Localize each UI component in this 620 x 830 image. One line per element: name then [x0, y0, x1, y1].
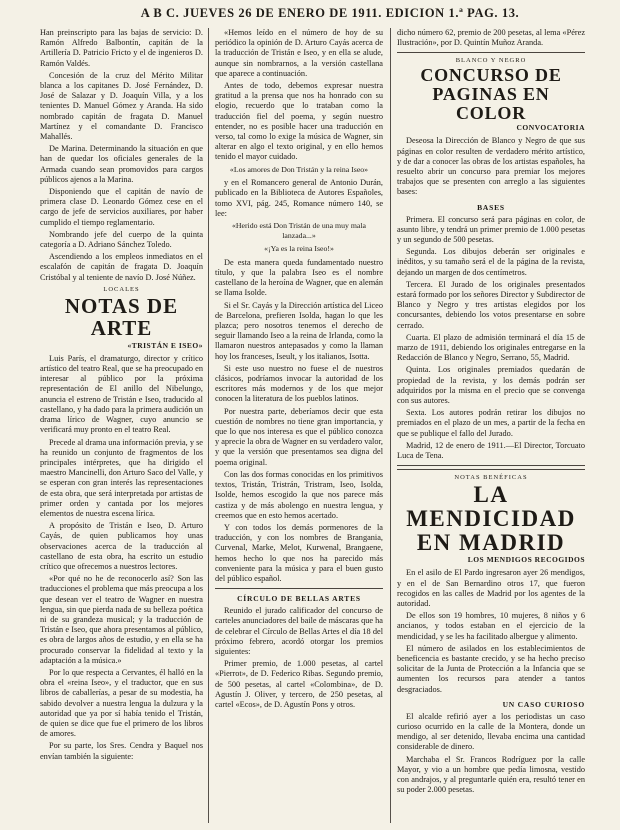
article-byline: «TRISTÁN E ISEO»	[127, 340, 203, 350]
paragraph: Segunda. Los dibujos deberán ser originales e inéditos, y su tamaño será el de la página de la revista, dejando un margen de dos centímetros.	[397, 247, 585, 277]
paragraph: dicho número 62, premio de 200 pesetas, al lema «Pérez Ilustración», por D. Quintín Muñoz Aranda.	[397, 28, 585, 48]
paragraph: De ellos son 19 hombres, 10 mujeres, 8 niños y 6 ancianos, y todos estaban en el ejercicio de la mendicidad, y se les ha facilitado albergue y alimento.	[397, 611, 585, 641]
paragraph: Antes de todo, debemos expresar nuestra gratitud a la prensa que nos ha honrado con su elogio, recuerdo que lo trataban como la traducción fiel del poema, y según nuestro entender, no es posible hacer una traducción en verso, tal como lo exige la música de Wagner, sin alterar en algo el texto original, y en ello hemos tenido el mayor cuidado.	[215, 81, 383, 162]
subhead-circulo-bellas-artes: CÍRCULO DE BELLAS ARTES	[237, 594, 361, 604]
headline-mendicidad: LA MENDICIDAD EN MADRID	[406, 482, 576, 556]
paragraph: Primer premio, de 1.000 pesetas, al cartel «Pierrot», de D. Federico Ribas. Segundo premio, de 500 pesetas, al cartel «Colombina», de D. Agustín J. Oliver, y tercero, de 250 pesetas, al cartel «Ecos», de D. Agustín Pons y otros.	[215, 659, 383, 709]
paragraph: Luis París, el dramaturgo, director y crítico artístico del teatro Real, que se ha preocupado en interesar al público por la próxima representación de El anillo del Nibelungo, anuncia el estreno de Tristán e Iseo, traducido al castellano, y ha dado para la primera audición un drama lírico de Wagner, cuyo anuncio se verificará muy pronto en el teatro Real.	[40, 353, 203, 435]
paragraph: Precede al drama una información previa, y se ha reunido un conjunto de fragmentos de los principales intérpretes, que ha dirigido el maestro Mancinelli, don Arturo Saco del Valle, y se esperan con gran interés las representaciones de esta obra, que será interpretada por artistas de primer orden y cantada por los mejores elementos de nuestra escena lírica.	[40, 437, 203, 518]
column-rule	[208, 28, 209, 823]
paragraph: De Marina. Determinando la situación en que han de quedar los oficiales generales de la Armada cuando sean promovidos para cargos públicos ajenos a la Marina.	[40, 144, 203, 184]
column-rule	[390, 28, 391, 823]
paragraph: «Por qué no he de reconocerlo así? Son las traducciones el problema que más preocupa a los que desean ver el teatro de Wagner en nuestra lengua, sin que pierda nada de su belleza poética ni de su grandeza musical; y la traducción de Tristán e Iseo, que ahora presentamos al público, es obra de largos años de estudio, y en ella se ha procurado conservar la fidelidad al texto y la adaptación a la música.»	[40, 574, 203, 665]
column-2	[215, 28, 383, 823]
verse-quote: «Los amores de Don Tristán y la reina Iseo»	[229, 164, 369, 174]
column-1	[40, 28, 203, 823]
article-byline: LOS MENDIGOS RECOGIDOS	[467, 555, 585, 565]
paragraph: A propósito de Tristán e Iseo, D. Arturo Cayás, de quien publicamos hoy unas observaciones acerca de la traducción al castellano de esta obra, ha escrito un estudio crítico que ofrecemos a nuestros lectores.	[40, 521, 203, 571]
verse-quote: «¡Ya es la reina Iseo!»	[264, 244, 334, 254]
running-head: A B C. JUEVES 26 DE ENERO DE 1911. EDICION 1.ª PAG. 13.	[140, 6, 520, 20]
section-divider	[397, 465, 585, 470]
paragraph: Deseosa la Dirección de Blanco y Negro de que sus páginas en color resulten de verdadero mérito artístico, y de dar a conocer las obras de los artistas españoles, ha resuelto abrir un concurso para premiar los mejores trabajos que se presenten con arreglo a las siguientes bases:	[397, 136, 585, 197]
paragraph: Por su parte, los Sres. Cendra y Baquel nos envían también la siguiente:	[40, 741, 203, 761]
paragraph: Madrid, 12 de enero de 1911.—El Director, Torcuato Luca de Tena.	[397, 440, 585, 461]
section-kicker: LOCALES	[103, 285, 140, 293]
paragraph: Marchaba el Sr. Francos Rodríguez por la calle Mayor, y vio a un hombre que pedía limosna, vestido con andrajos, y al preguntarle quién era, resultó tener en su poder 2.000 pesetas.	[397, 754, 585, 795]
section-divider	[215, 588, 383, 589]
paragraph: Por lo que respecta a Cervantes, él halló en la obra el «reina Iseo», y el traductor, que en sus libros de caballerías, a pesar de su modestia, ha sabido devolver a nuestra lengua la dulzura y la autoridad que ya por sí había tenido el Tristán, de quien se dice que fue el primero de los libros de amores.	[40, 667, 203, 739]
section-divider	[397, 52, 585, 53]
paragraph: Cuarta. El plazo de admisión terminará el día 15 de marzo de 1911, debiendo los originales entregarse en la Redacción de Blanco y Negro, Serrano, 55, Madrid.	[397, 332, 585, 363]
paragraph: Si el Sr. Cayás y la Dirección artística del Liceo de Barcelona, prefieren Isolda, hagan lo que les plazca; pero nosotros tenemos el derecho de seguir llamando Iseo a la reina de Irlanda, como la llamaron nuestros antepasados y como la llaman hoy los franceses, Iseult, y los italianos, Isotta.	[215, 300, 383, 361]
article-byline: CONVOCATORIA	[516, 123, 585, 133]
paragraph: Primera. El concurso será para páginas en color, de asunto libre, y tendrá un primer premio de 1.000 pesetas y un segundo de 500 pesetas.	[397, 214, 585, 245]
paragraph: Han preinscripto para las bajas de servicio: D. Ramón Alfredo Balbontín, capitán de la Artillería D. Patricio Fricto y el de ingenieros D. Ramón Valdés.	[40, 28, 203, 68]
paragraph: «Hemos leído en el número de hoy de su periódico la opinión de D. Arturo Cayás acerca de la traducción de Tristán e Iseo, y en ella se alude, aunque sin nombrarnos, a la versión castellana que aparece a continuación.	[215, 28, 383, 78]
subhead-bases: BASES	[477, 202, 505, 212]
paragraph: y en el Romancero general de Antonio Durán, publicado en la Biblioteca de Autores Españoles, tomo XVI, pág. 245, Romance número 140, se lee:	[215, 178, 383, 218]
paragraph: El alcalde refirió ayer a los periodistas un caso curioso ocurrido en la calle de la Montera, donde un mendigo, al ser detenido, llevaba encima una cantidad considerable de dinero.	[397, 711, 585, 752]
paragraph: Nombrando jefe del cuerpo de la quinta categoría a D. Adriano Sánchez Toledo.	[40, 229, 203, 250]
subhead-caso-curioso: UN CASO CURIOSO	[502, 699, 585, 709]
paragraph: Con las dos formas conocidas en los primitivos textos, Tristán, Tristrán, Tristram, Iseo, Isolda, Isolde, hemos escogido la que nos parece más castiza y de más abolengo en nuestra lengua, y creemos que en esto hemos acertado.	[215, 469, 383, 520]
paragraph: Tercera. El Jurado de los originales presentados estará formado por los señores Director y Subdirector de Blanco y Negro y tres artistas elegidos por los concursantes, debiendo los votos presentarse en sobre cerrado.	[397, 279, 585, 330]
paragraph: El número de asilados en los establecimientos de beneficencia es bastante crecido, y se ha hecho preciso solicitar de la Junta de Protección a la Infancia que se aumenten los recursos para atender a tantos desgraciados.	[397, 643, 585, 694]
paragraph: En el asilo de El Pardo ingresaron ayer 26 mendigos, y en el de San Bernardino otros 17, que fueron recogidos en las calles de Madrid por los agentes de la autoridad.	[397, 568, 585, 608]
section-kicker: NOTAS BENÉFICAS	[454, 474, 528, 482]
paragraph: Y con todos los demás pormenores de la traducción, y con los nombres de Brangania, Curvenal, Marke, Melot, Kurwenal, Brangaene, hemos hecho lo que nos ha parecido más conveniente para la música y para el buen gusto del público español.	[215, 522, 383, 583]
headline-notas-de-arte: NOTAS DE ARTE	[64, 293, 179, 340]
column-3	[397, 28, 585, 823]
verse-quote: «Herido está Don Tristán de una muy mala lanzada...»	[231, 221, 367, 240]
paragraph: Si este uso nuestro no fuese el de nuestros clásicos, podríamos invocar la autoridad de los escritores más modernos y de los que mejor conocen la literatura de los pueblos latinos.	[215, 363, 383, 404]
paragraph: Reunido el jurado calificador del concurso de carteles anunciadores del baile de máscaras que ha de celebrar el Círculo de Bellas Artes el día 18 del próximo febrero, acordó otorgar los premios siguientes:	[215, 606, 383, 656]
paragraph: Sexta. Los autores podrán retirar los dibujos no premiados en el plazo de un mes, a partir de la fecha en que se publique el fallo del Jurado.	[397, 408, 585, 438]
headline-concurso: CONCURSO DE PAGINAS EN COLOR	[420, 65, 562, 124]
paragraph: Disponiendo que el capitán de navío de primera clase D. Leonardo Gómez cese en el cargo de jefe de servicios auxiliares, por haber cumplido el tiempo reglamentario.	[40, 187, 203, 227]
paragraph: Por nuestra parte, deberíamos decir que esta cuestión de nombres no tiene gran importancia, y que lo que nos interesa es que el público conozca y aprecie la obra de Wagner en su verdadero valor, y que la versión que presentamos sea digna del poema original.	[215, 406, 383, 467]
section-kicker: BLANCO Y NEGRO	[455, 57, 527, 65]
paragraph: Ascendiendo a los empleos inmediatos en el escalafón de capitán de fragata D. Joaquín Cristóbal y al teniente de navío D. José Núñez.	[40, 252, 203, 282]
paragraph: Concesión de la cruz del Mérito Militar blanca a los capitanes D. José Fernández, D. José de Salazar y D. Joaquín Villa, y a los tenientes D. Manuel Gómez y Aranda. Ha sido nombrado capitán de fragata D. Manuel Martínez y el comandante D. Francisco Mahallés.	[40, 70, 203, 142]
paragraph: De esta manera queda fundamentado nuestro título, y que la palabra Iseo es el nombre castellano de la heroína de Wagner, que en alemán se llama Isolde.	[215, 257, 383, 298]
paragraph: Quinta. Los originales premiados quedarán de propiedad de la revista, y los demás podrán ser adquiridos por la misma en el precio que se convenga con sus autores.	[397, 365, 585, 406]
